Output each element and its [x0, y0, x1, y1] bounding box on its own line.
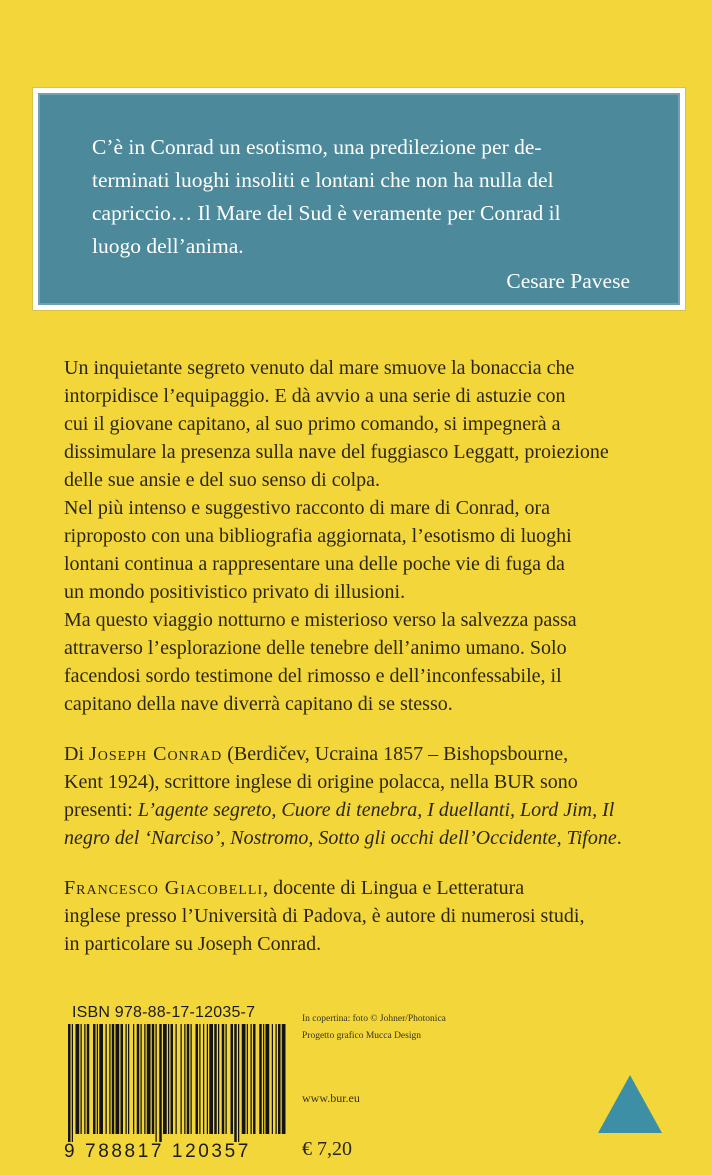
text-line: in particolare su Joseph Conrad. — [64, 933, 322, 955]
quote-line: capriccio… Il Mare del Sud è veramente per Conrad il — [92, 201, 561, 225]
quote-line: C’è in Conrad un esotismo, una predilezione per de- — [92, 135, 542, 159]
barcode-icon — [66, 1024, 288, 1142]
cover-credit: In copertina: foto © Johner/Photonica — [302, 1014, 446, 1024]
quote-line: terminati luoghi insoliti e lontani che non ha nulla del — [92, 168, 554, 192]
text-line: delle sue ansie e del suo senso di colpa. — [64, 469, 381, 491]
text-line: Ma questo viaggio notturno e misterioso verso la salvezza passa — [64, 609, 577, 631]
blurb-paragraph-1 — [64, 354, 668, 494]
text-line: lontani continua a rappresentare una delle poche vie di fuga da — [64, 553, 565, 575]
barcode-digits: 9 788817 120357 — [64, 1141, 251, 1162]
text-line: riproposto con una bibliografia aggiornata, l’esotismo di luoghi — [64, 525, 572, 547]
website-link[interactable]: www.bur.eu — [302, 1091, 360, 1105]
text-line: capitano della nave diverrà capitano di se stesso. — [64, 693, 453, 715]
book-titles: negro del ‘Narciso’, Nostromo, Sotto gli occhi dell’Occidente, Tifone — [64, 827, 617, 849]
text-fragment: Di — [64, 743, 89, 765]
quote-box — [33, 88, 685, 310]
text-line: attraverso l’esplorazione delle tenebre dell’animo umano. Solo — [64, 637, 567, 659]
text-fragment: , docente di Lingua e Letteratura — [263, 877, 525, 899]
isbn-text: ISBN 978-88-17-12035-7 — [72, 1004, 256, 1021]
text-line: inglese presso l’Università di Padova, è autore di numerosi studi, — [64, 905, 585, 927]
text-line: intorpidisce l’equipaggio. E dà avvio a una serie di astuzie con — [64, 385, 566, 407]
blurb — [64, 354, 668, 958]
author-bio — [64, 740, 668, 852]
credits — [302, 1011, 446, 1045]
quote-line: luogo dell’anima. — [92, 234, 244, 258]
text-line: facendosi sordo testimone del rimosso e dell’inconfessabile, il — [64, 665, 562, 687]
quote-text — [92, 131, 630, 263]
translator-name: Francesco Giacobelli — [64, 877, 264, 899]
text-line: dissimulare la presenza sulla nave del fuggiasco Leggatt, proiezione — [64, 441, 609, 463]
translator-bio — [64, 874, 668, 958]
text-line: Nel più intenso e suggestivo racconto di mare di Conrad, ora — [64, 497, 550, 519]
book-titles: L’agente segreto, Cuore di tenebra, I duellanti, Lord Jim, Il — [137, 799, 615, 821]
text-fragment: (Berdičev, Ucraina 1857 – Bishopsbourne, — [222, 743, 569, 765]
blurb-paragraph-2 — [64, 494, 668, 606]
text-line: Kent 1924), scrittore inglese di origine polacca, nella BUR sono — [64, 771, 578, 793]
blurb-paragraph-3 — [64, 606, 668, 718]
text-line: Un inquietante segreto venuto dal mare smuove la bonaccia che — [64, 357, 575, 379]
quote-author: Cesare Pavese — [506, 269, 630, 293]
text-line: cui il giovane capitano, al suo primo comando, si impegnerà a — [64, 413, 561, 435]
price: € 7,20 — [302, 1138, 352, 1160]
text-fragment: . — [616, 827, 622, 849]
author-name: Joseph Conrad — [89, 743, 223, 765]
text-line: un mondo positivistico privato di illusioni. — [64, 581, 406, 603]
quote-panel — [38, 93, 680, 305]
design-credit: Progetto grafico Mucca Design — [302, 1031, 421, 1041]
triangle-logo-icon — [596, 1073, 664, 1135]
text-fragment: presenti: — [64, 799, 138, 821]
